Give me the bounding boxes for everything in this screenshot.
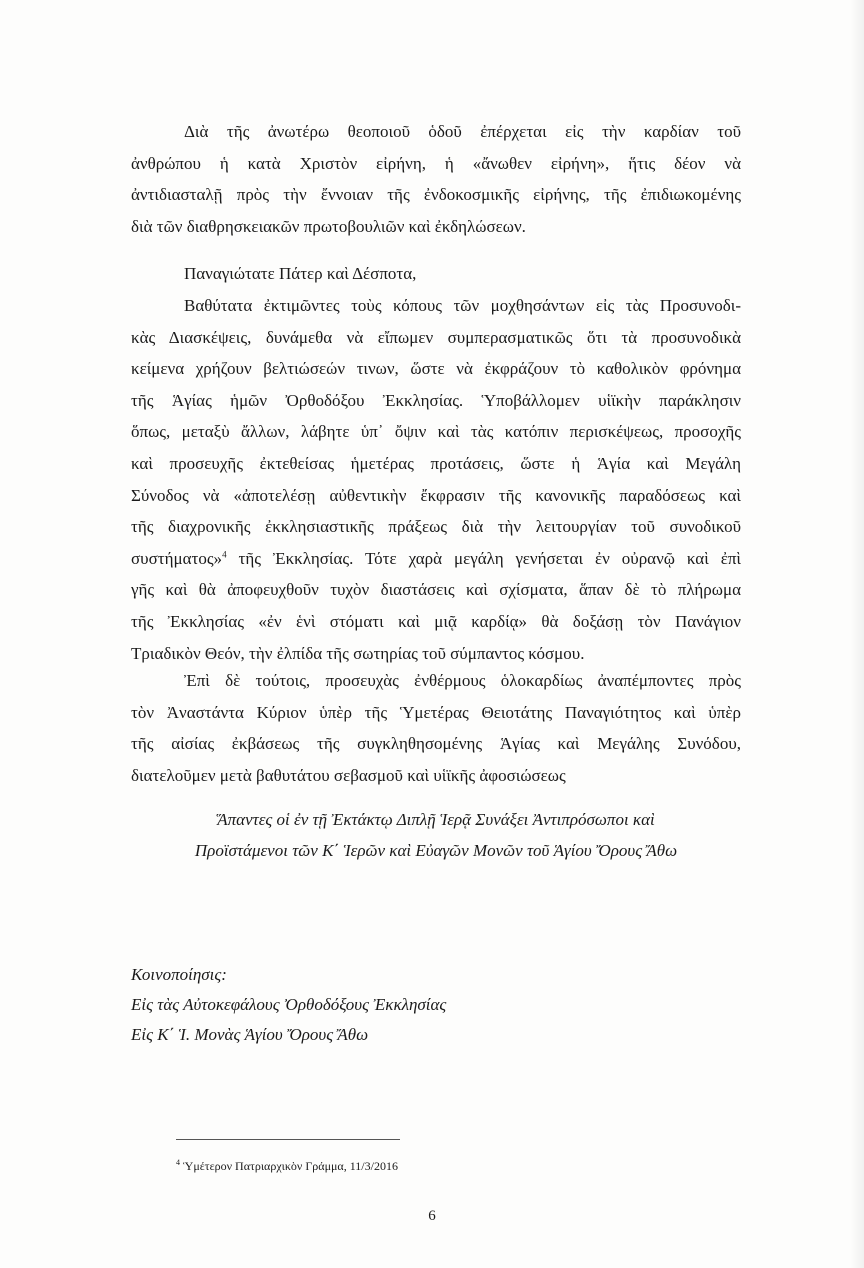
paragraph-2 (131, 290, 741, 669)
paragraph-2-line: τῆς Ἁγίας ἡμῶν Ὀρθοδόξου Ἐκκλησίας. Ὑποβάλλομεν υἱϊκὴν παράκλησιν (131, 390, 741, 410)
paragraph-2-line: τῆς διαχρονικῆς ἐκκλησιαστικῆς πράξεως διὰ τὴν λειτουργίαν τοῦ συνοδικοῦ (131, 517, 741, 537)
paragraph-2-line: κὰς Διασκέψεις, δυνάμεθα νὰ εἴπωμεν συμπερασματικῶς ὅτι τὰ προσυνοδικὰ (131, 327, 741, 347)
salutation-text: Παναγιώτατε Πάτερ καὶ Δέσποτα, (184, 264, 417, 283)
paragraph-1-line: ἀνθρώπου ἡ κατὰ Χριστὸν εἰρήνη, ἡ «ἄνωθεν εἰρήνη», ἥτις δέον νὰ (131, 153, 741, 173)
notification-heading: Κοινοποίησις: (131, 965, 227, 984)
paragraph-1 (131, 116, 741, 242)
footnote-number: 4 (176, 1158, 180, 1167)
paragraph-1-line: Διὰ τῆς ἀνωτέρω θεοποιοῦ ὁδοῦ ἐπέρχεται εἰς τὴν καρδίαν τοῦ (184, 122, 741, 141)
paragraph-3-line: τῆς αἰσίας ἐκβάσεως τῆς συγκληθησομένης Ἁγίας καὶ Μεγάλης Συνόδου, (131, 734, 741, 754)
footnote (176, 1155, 398, 1174)
notification-line: Εἰς τὰς Αὐτοκεφάλους Ὀρθοδόξους Ἐκκλησίας (131, 995, 447, 1014)
footnote-text: Ὑμέτερον Πατριαρχικὸν Γράμμα, 11/3/2016 (183, 1159, 398, 1173)
salutation (131, 258, 741, 290)
signature-line: Προϊστάμενοι τῶν Κ΄ Ἱερῶν καὶ Εὐαγῶν Μονῶν τοῦ Ἁγίου Ὄρους Ἄθω (194, 841, 678, 860)
paragraph-3-line: διατελοῦμεν μετὰ βαθυτάτου σεβασμοῦ καὶ υἱϊκῆς ἀφοσιώσεως (131, 765, 566, 785)
paragraph-2-line: καὶ προσευχῆς ἐκτεθείσας ἡμετέρας προτάσεις, ὥστε ἡ Ἁγία καὶ Μεγάλη (131, 453, 741, 473)
notification-block (131, 960, 446, 1050)
page-number: 6 (428, 1208, 436, 1224)
paragraph-2-line: τῆς Ἐκκλησίας «ἐν ἑνὶ στόματι καὶ μιᾷ καρδίᾳ» θὰ δοξάσῃ τὸν Πανάγιον (131, 611, 741, 631)
paragraph-2-line: Τριαδικὸν Θεόν, τὴν ἐλπίδα τῆς σωτηρίας τοῦ σύμπαντος κόσμου. (131, 643, 585, 663)
paragraph-2-line-with-footnote (131, 543, 741, 575)
paragraph-3-line: Ἐπὶ δὲ τούτοις, προσευχὰς ἐνθέρμους ὁλοκαρδίως ἀναπέμποντες πρὸς (184, 671, 741, 690)
paragraph-2-line: Βαθύτατα ἐκτιμῶντες τοὺς κόπους τῶν μοχθησάντων εἰς τὰς Προσυνοδι- (184, 296, 741, 315)
paragraph-3 (131, 665, 741, 791)
paragraph-2-fragment: τῆς Ἐκκλησίας. Τότε χαρὰ μεγάλη γενήσεται ἐν οὐρανῷ καὶ ἐπὶ (238, 548, 742, 568)
signature-line: Ἅπαντες οἱ ἐν τῇ Ἐκτάκτῳ Διπλῇ Ἱερᾷ Συνάξει Ἀντιπρόσωποι καὶ (217, 810, 655, 829)
paragraph-3-line: τὸν Ἀναστάντα Κύριον ὑπὲρ τῆς Ὑμετέρας Θειοτάτης Παναγιότητος καὶ ὑπὲρ (131, 702, 741, 722)
paragraph-1-line: διὰ τῶν διαθρησκειακῶν πρωτοβουλιῶν καὶ ἐκδηλώσεων. (131, 216, 526, 236)
paragraph-2-line: ὅπως, μεταξὺ ἄλλων, λάβητε ὑπ᾿ ὄψιν καὶ τὰς κατόπιν περισκέψεως, προσοχῆς (131, 422, 741, 442)
notification-line: Εἰς Κ΄ Ἱ. Μονὰς Ἁγίου Ὄρους Ἄθω (131, 1025, 369, 1044)
paragraph-2-line: Σύνοδος νὰ «ἀποτελέσῃ αὐθεντικὴν ἔκφρασιν τῆς κανονικῆς παραδόσεως καὶ (131, 485, 741, 505)
paragraph-2-line: κείμενα χρήζουν βελτιώσεών τινων, ὥστε νὰ ἐκφράζουν τὸ καθολικὸν φρόνημα (131, 359, 741, 379)
footnote-reference: 4 (222, 549, 227, 560)
footnote-separator (176, 1139, 400, 1140)
signature-block (131, 804, 741, 866)
paragraph-2-line: γῆς καὶ θὰ ἀποφευχθοῦν τυχὸν διαστάσεις καὶ σχίσματα, ἅπαν δὲ τὸ πλήρωμα (131, 580, 741, 600)
paragraph-2-fragment: συστήματος» (131, 548, 223, 568)
scan-edge-shadow (850, 0, 864, 1268)
paragraph-1-line: ἀντιδιασταλῇ πρὸς τὴν ἔννοιαν τῆς ἐνδοκοσμικῆς εἰρήνης, τῆς ἐπιδιωκομένης (131, 185, 741, 205)
